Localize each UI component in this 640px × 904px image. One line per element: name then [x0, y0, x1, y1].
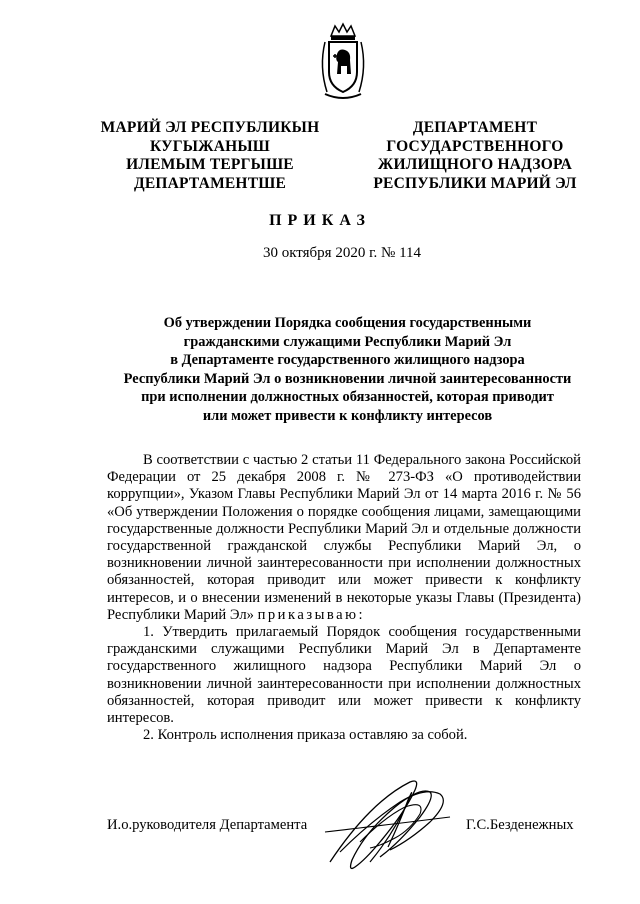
order-subject	[80, 314, 615, 425]
preamble-text: В соответствии с частью 2 статьи 11 Федерального закона Российской Федерации от 25 декабря 2008 г. № 273-ФЗ «О противодействии коррупции», Указом Главы Республики Марий Эл от 14 марта 2016 г. № 56 «Об утверждении Положения о порядке сообщения лицами, замещающими государственные должности Республики Марий Эл и отдельные должности государственной гражданской службы Республики Марий Эл, о возникновении личной заинтересованности при исполнении должностных обязанностей, которая приводит или может привести к конфликту интересов, и о внесении изменений в некоторые указы Главы (Президента) Республики Марий Эл»	[107, 452, 581, 623]
subject-line: Об утверждении Порядка сообщения государственными	[163, 315, 532, 331]
subject-line: гражданскими служащими Республики Марий Эл	[183, 333, 512, 350]
header-right-block	[353, 119, 597, 193]
header-right-line: РЕСПУБЛИКИ МАРИЙ ЭЛ	[373, 174, 577, 192]
order-word: приказываю:	[257, 606, 366, 623]
header-left-line: ДЕПАРТАМЕНТШЕ	[134, 174, 286, 192]
header-right-line: ДЕПАРТАМЕНТ	[412, 119, 538, 136]
header-right-line: ЖИЛИЩНОГО НАДЗОРА	[377, 156, 573, 173]
handwritten-signature	[310, 772, 460, 877]
order-item-1: 1. Утвердить прилагаемый Порядок сообщения государственными гражданскими служащими Республики Марий Эл в Департаменте государственного жилищного надзора Республики Марий Эл о возникновении личной заинтересованности при исполнении должностных обязанностей, которая приводит или может привести к конфликту интересов.	[107, 624, 581, 727]
header-left-block	[90, 119, 330, 193]
order-date-number: 30 октября 2020 г. № 114	[262, 245, 422, 261]
header-left-line: ИЛЕМЫМ ТЕРГЫШЕ	[126, 156, 294, 173]
header-left-line: МАРИЙ ЭЛ РЕСПУБЛИКЫН	[100, 119, 320, 136]
signatory-name: Г.С.Безденежных	[466, 817, 574, 833]
signatory-position: И.о.руководителя Департамента	[107, 817, 308, 833]
subject-line: или может привести к конфликту интересов	[202, 407, 493, 424]
order-title: ПРИКАЗ	[269, 212, 371, 229]
order-item-2: 2. Контроль исполнения приказа оставляю за собой.	[143, 727, 468, 744]
header-left-line: КУГЫЖАНЫШ	[149, 137, 270, 155]
subject-line: в Департаменте государственного жилищного надзора	[170, 352, 525, 368]
coat-of-arms-emblem	[317, 22, 369, 102]
header-right-line: ГОСУДАРСТВЕННОГО	[386, 137, 564, 155]
subject-line: Республики Марий Эл о возникновении личной заинтересованности	[123, 370, 572, 387]
subject-line: при исполнении должностных обязанностей, которая приводит	[141, 389, 554, 405]
preamble-paragraph	[107, 452, 581, 624]
order-body	[107, 452, 581, 744]
